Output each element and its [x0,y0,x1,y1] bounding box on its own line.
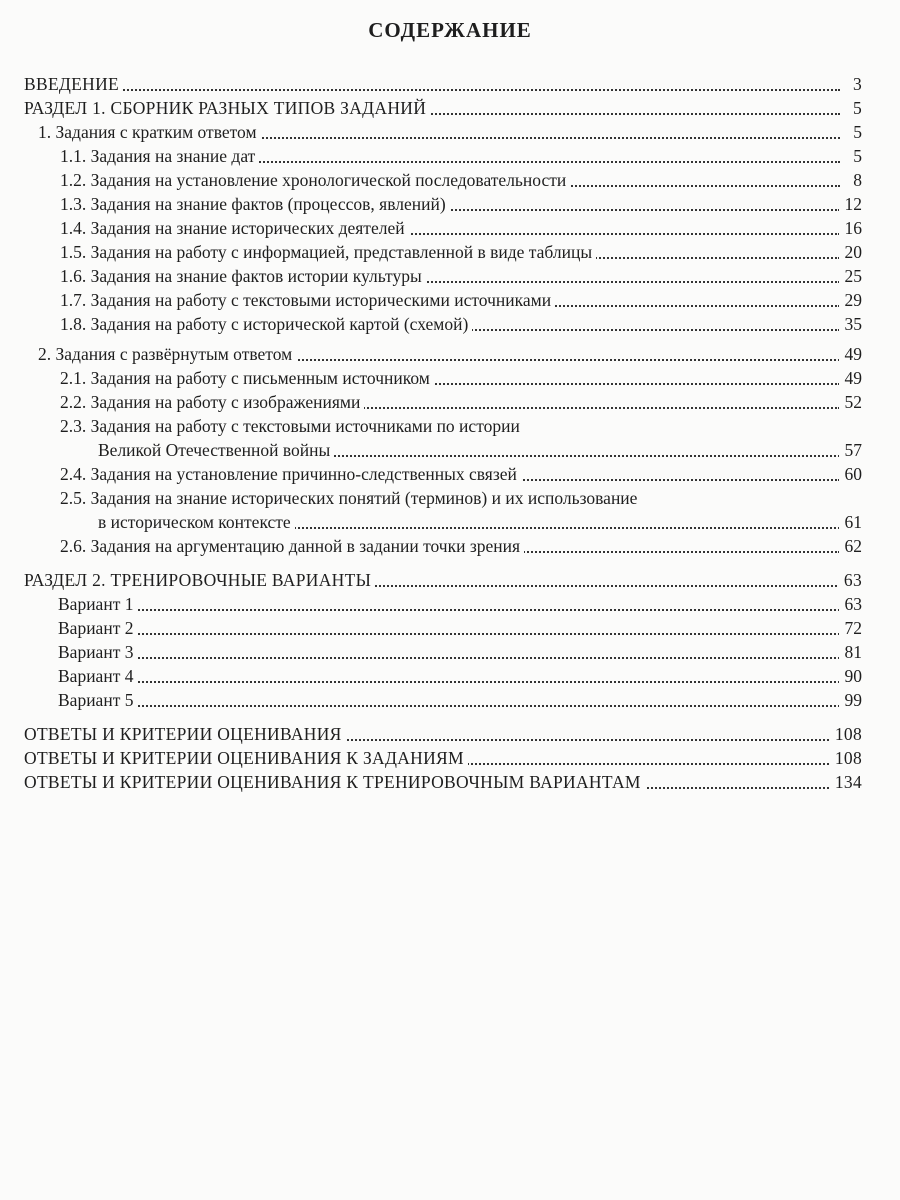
toc-entry-label: ОТВЕТЫ И КРИТЕРИИ ОЦЕНИВАНИЯ К ЗАДАНИЯМ [24,746,468,770]
toc-entry-1-2[interactable] [0,168,900,192]
toc-entry-label: 2.2. Задания на работу с изображениями [60,390,364,414]
toc-page-number: 49 [839,366,863,390]
toc-entry-answers-tasks[interactable] [0,746,900,770]
toc-entry-label: 2. Задания с развёрнутым ответом [38,342,296,366]
toc-page-number: 60 [839,462,863,486]
toc-page-number: 52 [839,390,863,414]
toc-entry-label: 1. Задания с кратким ответом [38,120,261,144]
toc-entry-part-2[interactable] [0,342,900,366]
toc-entry-label: 1.1. Задания на знание дат [60,144,259,168]
toc-entry-label: Вариант 2 [58,616,137,640]
toc-entry-2-3[interactable] [0,414,900,462]
toc-entry-1-6[interactable] [0,264,900,288]
toc-entry-label: 1.4. Задания на знание исторических деятелей [60,216,409,240]
toc-entry-label: Вариант 4 [58,664,137,688]
toc-entry-variant-3[interactable] [0,640,900,664]
toc-page-number: 61 [839,510,863,534]
toc-entry-1-4[interactable] [0,216,900,240]
toc-page-number: 62 [839,534,863,558]
toc-entry-label: РАЗДЕЛ 1. СБОРНИК РАЗНЫХ ТИПОВ ЗАДАНИЙ [24,96,430,120]
toc-entry-label: 2.1. Задания на работу с письменным источником [60,366,434,390]
toc-entry-label: 1.3. Задания на знание фактов (процессов, явлений) [60,192,450,216]
toc-page-number: 5 [847,96,862,120]
toc-page-number: 29 [839,288,863,312]
toc-page-number: 3 [847,72,862,96]
toc-entry-2-6[interactable] [0,534,900,558]
toc-page-number: 49 [839,342,863,366]
toc-entry-label: Вариант 1 [58,592,137,616]
toc-page-number: 8 [847,168,862,192]
table-of-contents [0,72,900,794]
toc-entry-variant-2[interactable] [0,616,900,640]
toc-page-number: 5 [847,144,862,168]
toc-entry-label: ВВЕДЕНИЕ [24,72,123,96]
toc-entry-label-line-2: в историческом контексте [98,510,295,534]
toc-entry-part-1[interactable] [0,120,900,144]
toc-page-number: 57 [839,438,863,462]
toc-entry-label: 1.7. Задания на работу с текстовыми историческими источниками [60,288,555,312]
toc-entry-1-8[interactable] [0,312,900,336]
toc-page-number: 90 [839,664,863,688]
toc-entry-1-5[interactable] [0,240,900,264]
toc-entry-2-5[interactable] [0,486,900,534]
toc-page-number: 72 [839,616,863,640]
toc-entry-label: 1.5. Задания на работу с информацией, представленной в виде таблицы [60,240,596,264]
toc-entry-label: 2.4. Задания на установление причинно-следственных связей [60,462,521,486]
toc-entry-2-4[interactable] [0,462,900,486]
toc-page-number: 12 [839,192,863,216]
toc-page-number: 20 [839,240,863,264]
toc-entry-intro[interactable] [0,72,900,96]
toc-entry-1-1[interactable] [0,144,900,168]
toc-page-number: 134 [829,770,862,794]
toc-page-number: 108 [829,746,862,770]
page-title: СОДЕРЖАНИЕ [368,18,532,42]
toc-entry-label: 1.8. Задания на работу с исторической картой (схемой) [60,312,472,336]
toc-entry-label: Вариант 3 [58,640,137,664]
toc-page-number: 5 [847,120,862,144]
toc-entry-variant-4[interactable] [0,664,900,688]
toc-page-number: 63 [838,568,862,592]
toc-entry-variant-5[interactable] [0,688,900,712]
toc-entry-answers-variants[interactable] [0,770,900,794]
toc-entry-label: 2.6. Задания на аргументацию данной в задании точки зрения [60,534,524,558]
toc-page-number: 35 [839,312,863,336]
toc-entry-label: ОТВЕТЫ И КРИТЕРИИ ОЦЕНИВАНИЯ К ТРЕНИРОВОЧНЫМ ВАРИАНТАМ [24,770,645,794]
toc-page-number: 63 [839,592,863,616]
toc-page-number: 99 [839,688,863,712]
toc-page-number: 16 [839,216,863,240]
toc-entry-label-line-2: Великой Отечественной войны [98,438,334,462]
toc-page-number: 81 [839,640,863,664]
toc-entry-section-1[interactable] [0,96,900,120]
toc-entry-2-2[interactable] [0,390,900,414]
toc-entry-label-line-1: 2.3. Задания на работу с текстовыми источниками по истории [60,414,524,438]
toc-entry-1-3[interactable] [0,192,900,216]
toc-entry-label: ОТВЕТЫ И КРИТЕРИИ ОЦЕНИВАНИЯ [24,722,346,746]
toc-page-number: 25 [839,264,863,288]
toc-entry-label-line-1: 2.5. Задания на знание исторических понятий (терминов) и их использование [60,486,641,510]
toc-entry-variant-1[interactable] [0,592,900,616]
toc-page-number: 108 [829,722,862,746]
toc-entry-2-1[interactable] [0,366,900,390]
toc-entry-1-7[interactable] [0,288,900,312]
toc-entry-section-2[interactable] [0,568,900,592]
toc-entry-answers[interactable] [0,722,900,746]
toc-entry-label: РАЗДЕЛ 2. ТРЕНИРОВОЧНЫЕ ВАРИАНТЫ [24,568,375,592]
toc-entry-label: Вариант 5 [58,688,137,712]
toc-entry-label: 1.6. Задания на знание фактов истории культуры [60,264,426,288]
toc-entry-label: 1.2. Задания на установление хронологической последовательности [60,168,570,192]
